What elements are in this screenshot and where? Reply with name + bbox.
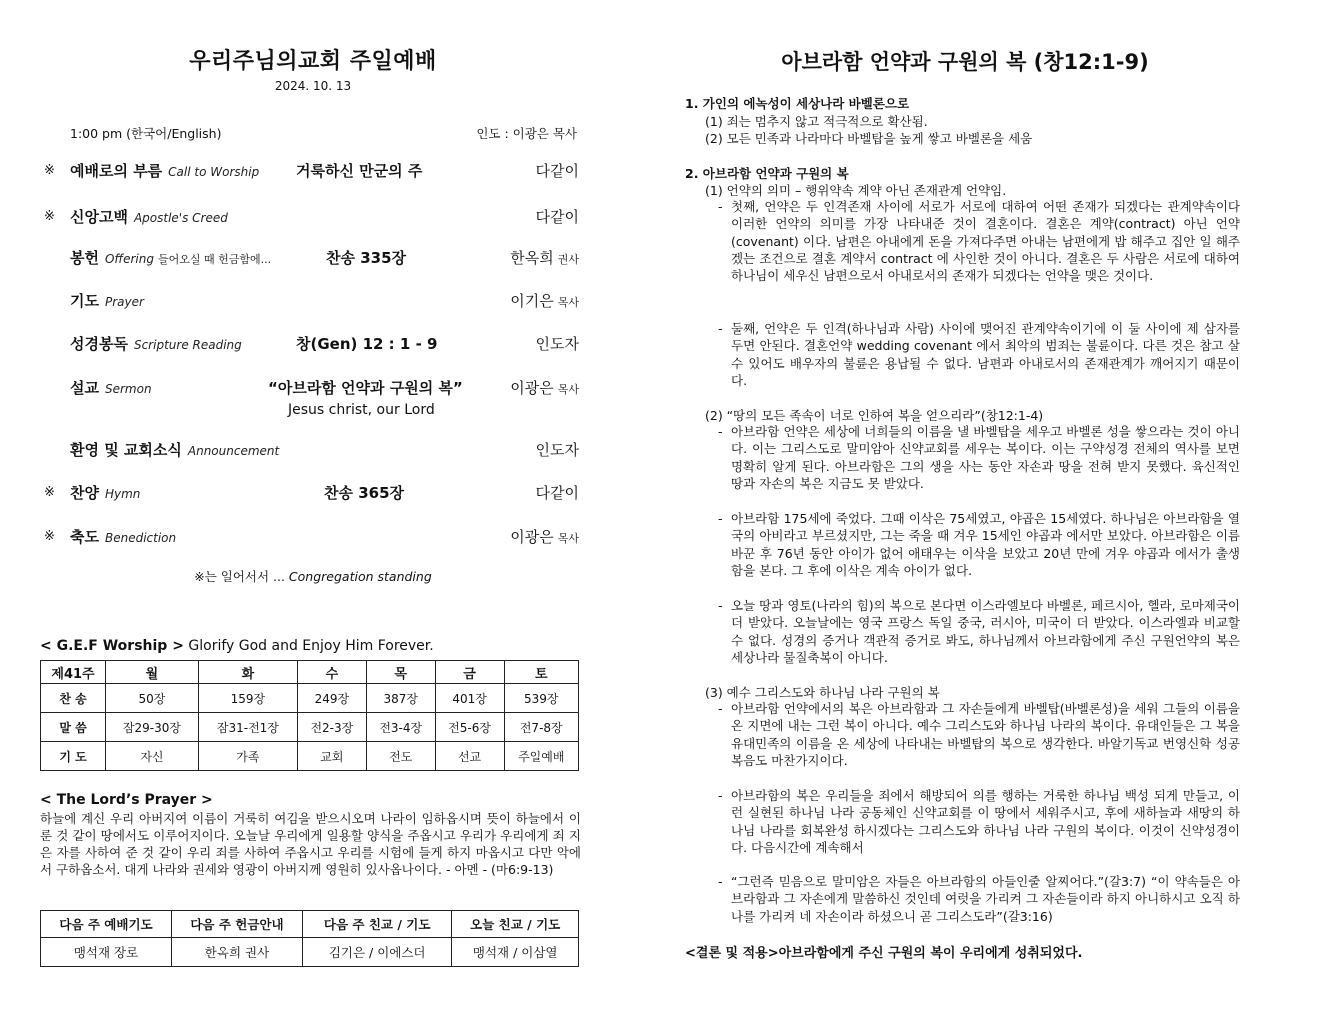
paragraph: - “그런즉 믿음으로 말미암은 자들은 아브라함의 아들인줄 알찌어다.”(갈3:7) “이 약속들은 아브라함과 그 자손에게 말씀하신 것인데 여럿을 가리켜 그 자손들이라 하지 아니하시고 오직 하나를 가리켜 네 자손이라 하셨으니 곧 그리스도라”(갈3:16) xyxy=(718,874,1240,924)
sermon-subtitle: Jesus christ, our Lord xyxy=(288,402,435,418)
standing-mark: ※ xyxy=(44,209,55,224)
order-item xyxy=(40,439,585,463)
subsection-heading: (2) “땅의 모든 족속이 너로 인하여 복을 얻으리라”(창12:1-4) xyxy=(705,408,1044,423)
paragraph: - 첫째, 언약은 두 인격존재 사이에 서로가 서로에 대하여 어떤 존재가 되겠다는 관계약속이다 이러한 언약의 의미를 가장 나타내준 것이 결혼이다. 결혼은 계약(contract) 아닌 언약(covenant) 이다. 남편은 아내에게 돈을 가져다주면 아내는 남편에게 밥 해주고 집안 일 해주겠는 조건으로 결혼 계약서 contract 에 사인한 것이 아니다. 결혼은 두 사람은 서로에 대하여 하나님이 세우신 남편으로서 아내로서의 존재가 되겠다는 언약을 맺은 것이다. xyxy=(718,199,1240,284)
order-en: Sermon xyxy=(104,382,152,396)
order-note: 들어오실 때 헌금함에... xyxy=(157,253,272,266)
order-detail: 찬송 365장 xyxy=(324,484,405,502)
order-item xyxy=(40,290,585,314)
gef-worship-title: < G.E.F Worship > Glorify God and Enjoy Him Forever. xyxy=(40,638,434,654)
order-item xyxy=(40,526,585,550)
order-ko: 봉헌 xyxy=(70,249,99,267)
subsection-heading: (3) 예수 그리스도와 하나님 나라 구원의 복 xyxy=(705,685,940,700)
table-row: 다음 주 예배기도 다음 주 헌금안내 다음 주 친교 / 기도 오늘 친교 / 기도 xyxy=(41,911,579,938)
order-en: Scripture Reading xyxy=(133,338,242,352)
sermon-title: “아브라함 언약과 구원의 복” xyxy=(268,379,463,397)
weekly-schedule-table xyxy=(40,660,579,771)
paragraph: - 아브라함의 복은 우리들을 죄에서 해방되어 의를 행하는 거룩한 하나님 백성 되게 만들고, 이런 실현된 하나님 나라 공동체인 신약교회를 이 땅에서 세워주시고, 후에 새하늘과 새땅의 하나님 나라를 회복완성 하시겠다는 그리스도와 하나님 나라 구원의 복이다. 이것이 신약성경이다. 다음시간에 계속해서 xyxy=(718,788,1240,855)
order-ko: 예배로의 부름 xyxy=(70,162,163,180)
order-en: Hymn xyxy=(104,487,141,501)
order-item xyxy=(40,482,585,506)
order-ko: 축도 xyxy=(70,528,99,546)
table-row: 기 도 자신 가족 교회 전도 선교 주일예배 xyxy=(41,742,579,771)
lords-prayer-text: 하늘에 계신 우리 아버지여 이름이 거룩히 여김을 받으시오며 나라이 임하옵시며 뜻이 하늘에서 이룬 것 같이 땅에서도 이루어지이다. 오늘날 우리에게 일용할 양식을 주옵시고 우리가 우리에게 죄 지은 자를 사하여 준 것 같이 우리 죄를 사하여 주옵시고 우리를 시험에 들게 하지 마옵시고 다만 악에서 구하옵소서. 대게 나라와 권세와 영광이 아버지께 영원히 있사옵나이다. - 아멘 - (마6:9-13) xyxy=(40,811,581,877)
order-en: Call to Worship xyxy=(168,165,260,179)
lords-prayer-title: < The Lord’s Prayer > xyxy=(40,792,213,808)
order-who: 다같이 xyxy=(535,162,579,180)
order-who: 한옥희 권사 xyxy=(510,249,579,267)
order-detail: 찬송 335장 xyxy=(326,249,407,267)
order-detail: 거룩하신 만군의 주 xyxy=(296,162,423,180)
subsection-heading: (1) 언약의 의미 – 행위약속 계약 아닌 존재관계 언약임. xyxy=(705,183,1007,198)
order-item xyxy=(40,247,585,271)
section-heading: 2. 아브라함 언약과 구원의 복 xyxy=(685,166,849,181)
paragraph: - 아브라함 언약에서의 복은 아브라함과 그 자손들에게 바벨탑(바벨론성)을 세워 그들의 이름을 온 지면에 내는 그런 복이 아니다. 예수 그리스도와 하나님 나라의 복이다. 유대인들은 그 복을 유대민족의 이름을 온 세상에 나타내는 바벨탑의 복으로 생각한다. 바알기독교 번영신학 성공복음도 마찬가지이다. xyxy=(718,701,1240,768)
order-who: 이광은 목사 xyxy=(510,379,579,397)
service-leader: 인도 : 이광은 목사 xyxy=(476,126,577,141)
standing-mark: ※ xyxy=(44,485,55,500)
order-ko: 성경봉독 xyxy=(70,335,128,353)
paragraph: - 둘째, 언약은 두 인격(하나님과 사람) 사이에 맺어진 관계약속이기에 이 둘 사이에 제 삼자를 두면 안된다. 결혼언약 wedding covenant 에서 최악의 범죄는 불륜이다. 다른 것은 참고 살 수 있어도 배우자의 불륜은 용납될 수 없다. 남편과 아내로서의 존재관계가 깨어지기 때문이다. xyxy=(718,321,1240,388)
order-item xyxy=(40,160,585,184)
order-ko: 신앙고백 xyxy=(70,208,128,226)
duty-roster-table xyxy=(40,910,579,967)
table-row: 말 씀 잠29-30장 잠31-전1장 전2-3장 전3-4장 전5-6장 전7-8장 xyxy=(41,713,579,742)
service-time: 1:00 pm (한국어/English) xyxy=(70,126,222,141)
service-date: 2024. 10. 13 xyxy=(274,79,352,93)
order-ko: 찬양 xyxy=(70,484,99,502)
order-ko: 환영 및 교회소식 xyxy=(70,441,182,459)
section-item: (1) 죄는 멈추지 않고 적극적으로 확산됨. xyxy=(705,114,928,129)
order-en: Apostle's Creed xyxy=(133,211,228,225)
order-who: 인도자 xyxy=(535,441,579,459)
order-item xyxy=(40,333,585,357)
table-row: 맹석재 장로 한옥희 권사 김기은 / 이에스더 맹석재 / 이삼열 xyxy=(41,938,579,967)
bulletin-left-page xyxy=(40,0,585,1020)
sermon-notes-title: 아브라함 언약과 구원의 복 (창12:1-9) xyxy=(781,50,1149,74)
standing-note: ※는 일어서서 ... Congregation standing xyxy=(194,569,432,584)
order-who: 인도자 xyxy=(535,335,579,353)
order-who: 다같이 xyxy=(535,208,579,226)
order-en: Announcement xyxy=(187,444,280,458)
paragraph: - 아브라함 175세에 죽었다. 그때 이삭은 75세였고, 야곱은 15세였다. 하나님은 아브라함을 열국의 아비라고 부르셨지만, 그는 죽을 때 겨우 15세인 야곱과 에서만 보았다. 아브라함은 이름 바꾼 후 76년 동안 아이가 없어 애태우는 이삭을 보았고 20년 만에 겨우 야곱과 에서가 출생함을 본다. 그 후에 이삭은 계속 아이가 없다. xyxy=(718,511,1240,578)
order-item xyxy=(40,206,585,230)
paragraph: - 아브라함 언약은 세상에 너희들의 이름을 낼 바벨탑을 세우고 바벨론 성을 쌓으라는 것이 아니다. 이는 그리스도로 말미암아 신약교회를 세우는 복이다. 이는 구약성경 전체의 역사를 보면 명확히 알게 된다. 아브라함은 그의 생을 사는 동안 자손과 땅을 전혀 받지 못했다. 육신적인 땅과 자손의 복은 지금도 못 받았다. xyxy=(718,424,1240,491)
table-row: 제41주 월 화 수 목 금 토 xyxy=(41,661,579,684)
order-item xyxy=(40,377,585,401)
order-who: 이광은 목사 xyxy=(510,528,579,546)
table-row: 찬 송 50장 159장 249장 387장 401장 539장 xyxy=(41,684,579,713)
sermon-notes-page xyxy=(685,0,1245,1020)
order-en: Offering xyxy=(104,252,154,266)
order-en: Prayer xyxy=(104,295,144,309)
paragraph: - 오늘 땅과 영토(나라의 힘)의 복으로 본다면 이스라엘보다 바벨론, 페르시아, 헬라, 로마제국이 더 받았다. 오늘날에는 영국 프랑스 독일 중국, 러시아, 미국이 더 받았다. 이스라엘과 비교할 수 없다. 성경의 증거나 객관적 증거로 봐도, 하나님께서 아브라함에게 주신 구원언약의 복은 세상나라 물질축복이 아니다. xyxy=(718,598,1240,665)
section-item: (2) 모든 민족과 나라마다 바벨탑을 높게 쌓고 바벨론을 세움 xyxy=(705,131,1033,146)
order-en: Benediction xyxy=(104,531,177,545)
order-detail: 창(Gen) 12 : 1 - 9 xyxy=(296,335,438,353)
standing-mark: ※ xyxy=(44,163,55,178)
order-ko: 기도 xyxy=(70,292,99,310)
page-title: 우리주님의교회 주일예배 xyxy=(189,49,437,74)
order-who: 다같이 xyxy=(535,484,579,502)
standing-mark: ※ xyxy=(44,529,55,544)
conclusion: <결론 및 적용>아브라함에게 주신 구원의 복이 우리에게 성취되었다. xyxy=(685,946,1083,961)
order-ko: 설교 xyxy=(70,379,99,397)
order-who: 이기은 목사 xyxy=(510,292,579,310)
section-heading: 1. 가인의 에녹성이 세상나라 바벨론으로 xyxy=(685,96,910,111)
